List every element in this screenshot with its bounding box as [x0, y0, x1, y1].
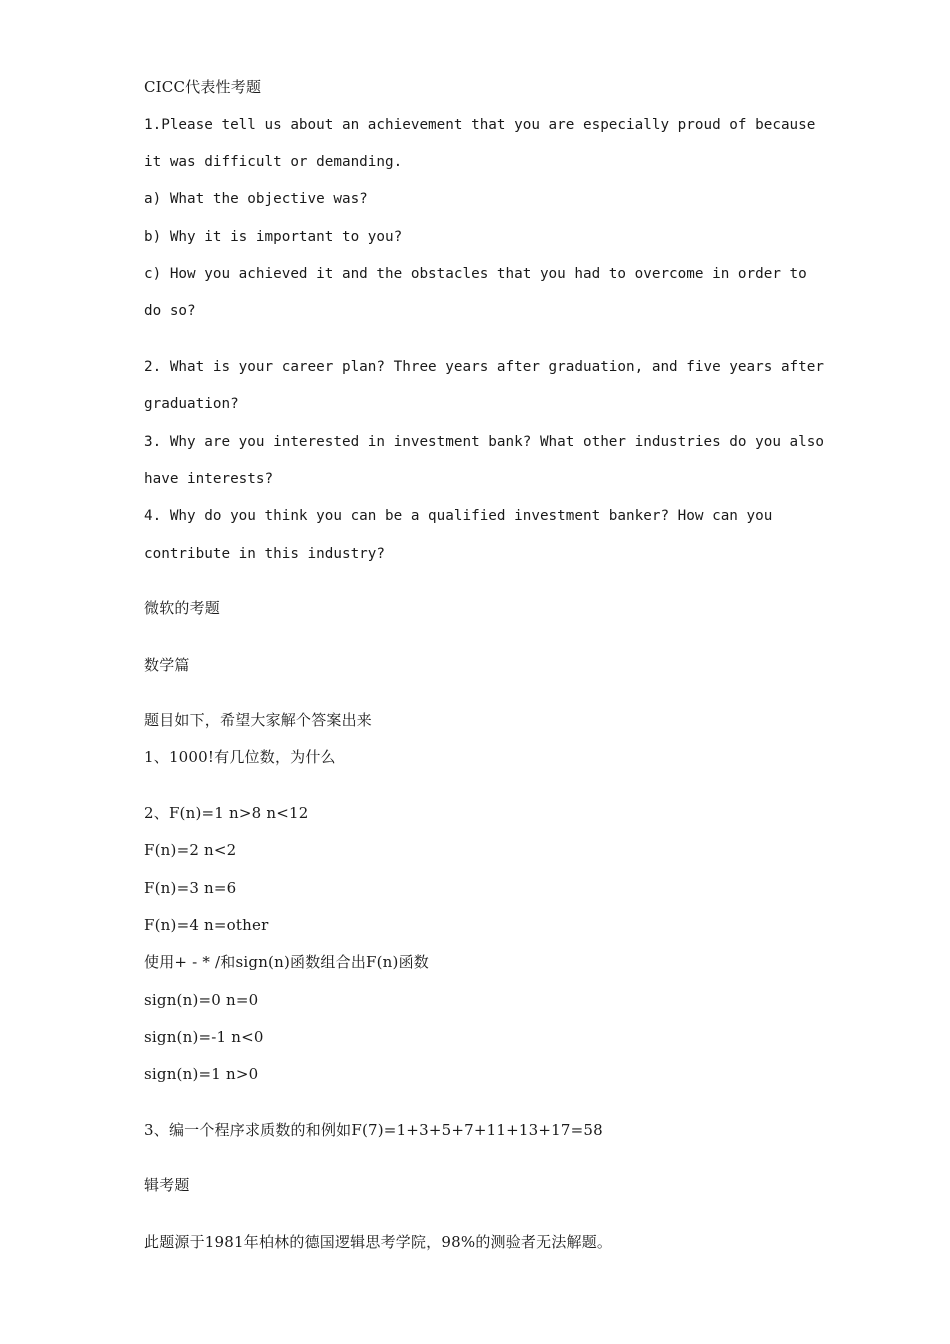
sign-definition-positive: sign(n)=1 n>0 — [144, 1065, 259, 1083]
question-1-line-1: 1.Please tell us about an achievement that you are especially proud of because — [144, 117, 816, 133]
question-4-line-1: 4. Why do you think you can be a qualified investment banker? How can you — [144, 508, 773, 524]
math-question-2-line-1: 2、F(n)=1 n>8 n<12 — [144, 804, 309, 822]
sign-definition-negative: sign(n)=-1 n<0 — [144, 1028, 264, 1046]
question-2-line-1: 2. What is your career plan? Three years after graduation, and five years after — [144, 359, 824, 375]
math-question-2-line-2: F(n)=2 n<2 — [144, 841, 237, 859]
section-title-logic: 辑考题 — [144, 1176, 190, 1194]
section-title-microsoft: 微软的考题 — [144, 599, 221, 617]
math-question-2-line-3: F(n)=3 n=6 — [144, 879, 237, 897]
math-intro: 题目如下，希望大家解个答案出来 — [144, 711, 373, 729]
section-subtitle-math: 数学篇 — [144, 656, 190, 674]
question-3-line-2: have interests? — [144, 471, 274, 487]
math-question-1: 1、1000!有几位数，为什么 — [144, 748, 336, 766]
question-3-line-1: 3. Why are you interested in investment bank? What other industries do you also — [144, 434, 824, 450]
question-1-line-2: it was difficult or demanding. — [144, 154, 403, 170]
logic-intro: 此题源于1981年柏林的德国逻辑思考学院，98%的测验者无法解题。 — [144, 1233, 613, 1251]
math-question-3: 3、编一个程序求质数的和例如F(7)=1+3+5+7+11+13+17=58 — [144, 1121, 603, 1139]
question-2-line-2: graduation? — [144, 396, 239, 412]
question-1-sub-b: b) Why it is important to you? — [144, 229, 403, 245]
question-1-sub-c-line-1: c) How you achieved it and the obstacles that you had to overcome in order to — [144, 266, 807, 282]
sign-definition-zero: sign(n)=0 n=0 — [144, 991, 259, 1009]
question-1-sub-a: a) What the objective was? — [144, 191, 368, 207]
math-question-2-line-4: F(n)=4 n=other — [144, 916, 269, 934]
math-question-2-instruction: 使用+ - * /和sign(n)函数组合出F(n)函数 — [144, 953, 429, 971]
question-1-sub-c-line-2: do so? — [144, 303, 196, 319]
question-4-line-2: contribute in this industry? — [144, 546, 386, 562]
section-title-cicc: CICC代表性考题 — [144, 78, 262, 96]
